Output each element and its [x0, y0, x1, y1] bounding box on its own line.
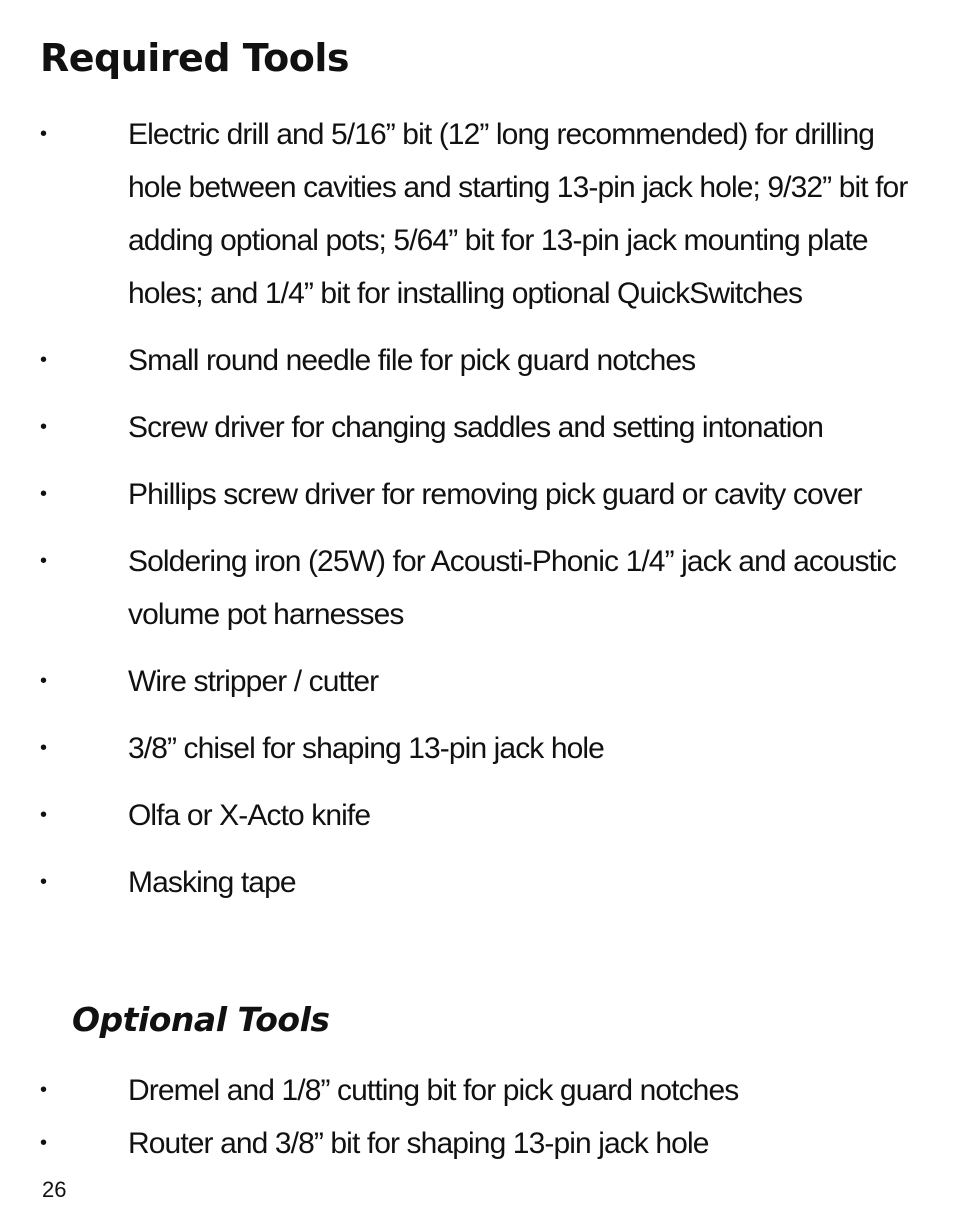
list-item-text: Masking tape [128, 866, 296, 899]
list-item [0, 334, 954, 387]
list-item-text: 3/8” chisel for shaping 13-pin jack hole [128, 732, 604, 765]
optional-tools-heading: Optional Tools [72, 1000, 330, 1039]
page-number: 26 [42, 1177, 67, 1202]
bullet-icon: • [40, 416, 47, 438]
list-item [0, 722, 954, 775]
list-item [0, 1117, 954, 1170]
list-item-text: Electric drill and 5/16” bit (12” long recommended) for drilling hole between cavities and starting 13-pin jack hole; 9/32” bit for adding optional pots; 5/64” bit for 13-pin jack mounting plate holes; and 1/4” bit for installing optional QuickSwitches [128, 118, 908, 310]
list-item-text: Phillips screw driver for removing pick guard or cavity cover [128, 478, 862, 511]
bullet-icon: • [40, 483, 47, 505]
list-item [0, 108, 954, 320]
list-item-text: Olfa or X-Acto knife [128, 799, 371, 832]
bullet-icon: • [40, 123, 47, 145]
list-item [0, 655, 954, 708]
list-item [0, 468, 954, 521]
list-item-text: Screw driver for changing saddles and setting intonation [128, 411, 824, 444]
optional-tools-list [0, 1064, 954, 1170]
bullet-icon: • [40, 670, 47, 692]
required-tools-list [0, 108, 954, 923]
list-item-text: Small round needle file for pick guard notches [128, 344, 696, 377]
list-item-text: Wire stripper / cutter [128, 665, 379, 698]
required-tools-heading: Required Tools [40, 36, 349, 80]
bullet-icon: • [40, 1132, 47, 1154]
list-item [0, 789, 954, 842]
bullet-icon: • [40, 804, 47, 826]
list-item [0, 856, 954, 909]
list-item-text: Dremel and 1/8” cutting bit for pick guard notches [128, 1074, 739, 1107]
list-item-text: Soldering iron (25W) for Acousti-Phonic 1/4” jack and acoustic volume pot harnesses [128, 545, 896, 631]
bullet-icon: • [40, 550, 47, 572]
list-item [0, 535, 954, 641]
bullet-icon: • [40, 871, 47, 893]
bullet-icon: • [40, 349, 47, 371]
list-item-text: Router and 3/8” bit for shaping 13-pin jack hole [128, 1127, 709, 1160]
bullet-icon: • [40, 1079, 47, 1101]
bullet-icon: • [40, 737, 47, 759]
list-item [0, 1064, 954, 1117]
list-item [0, 401, 954, 454]
